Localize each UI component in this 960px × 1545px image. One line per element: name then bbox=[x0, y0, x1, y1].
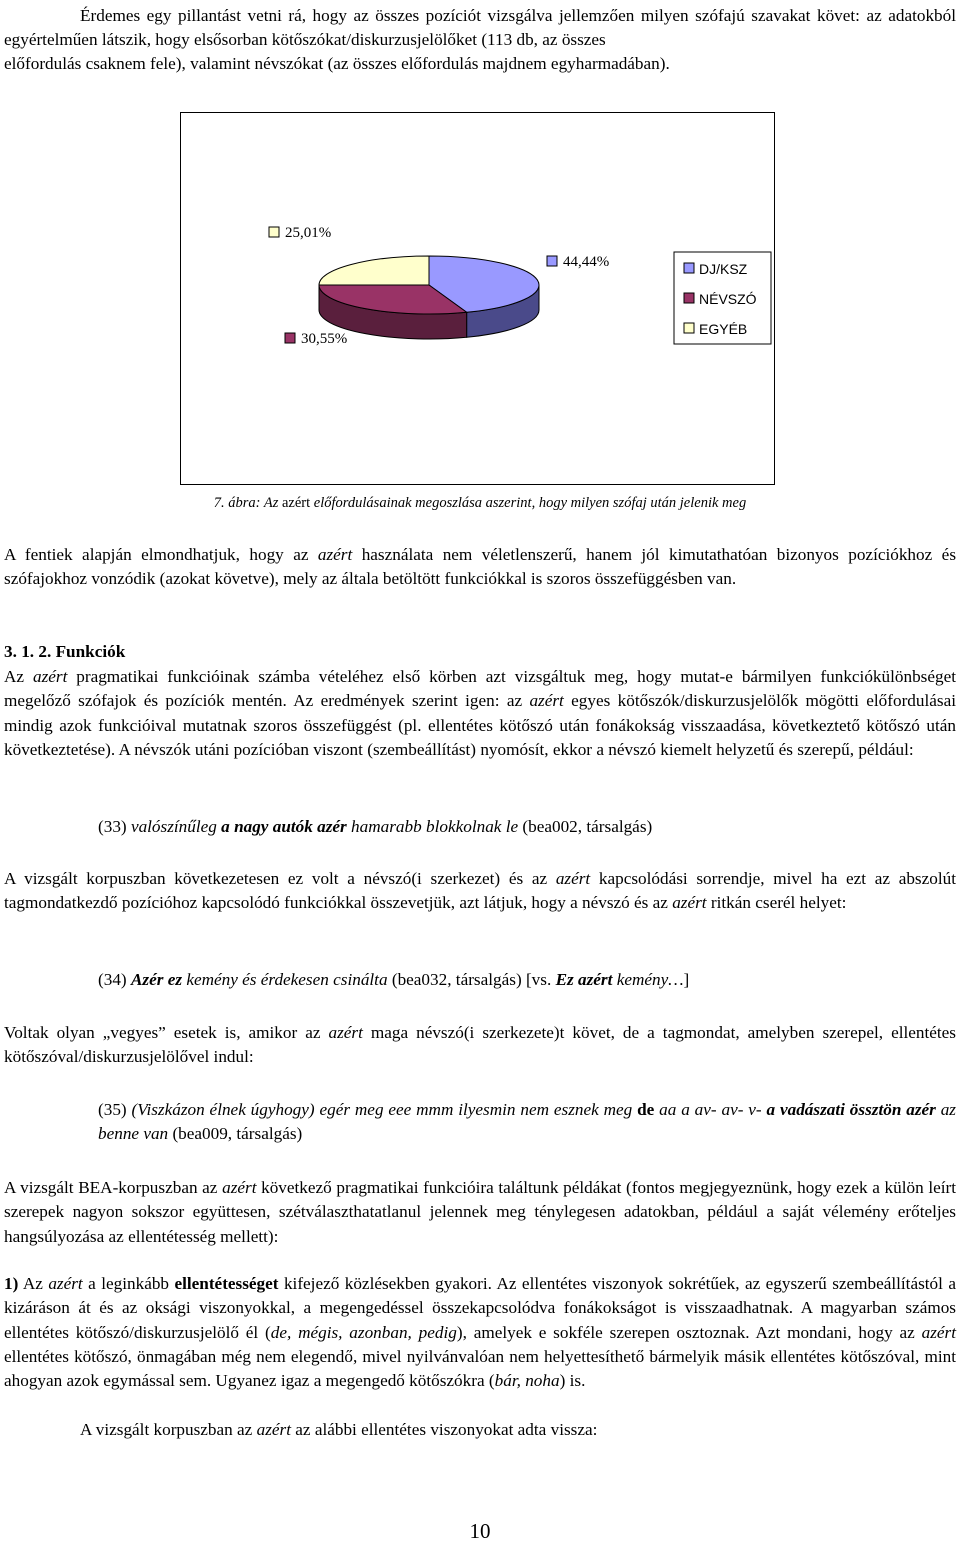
caption-word: azért bbox=[282, 495, 311, 511]
p2-text-2: pragmatikai funkcióinak számba vételéhez első körben azt vizsgáltuk meg, hogy mutat-e bármilyen funkciókülönbséget megelőző szófajok és pozíciók mentén. Az eredmények szerint igen: az bbox=[4, 667, 956, 711]
paragraph-2 bbox=[4, 665, 956, 762]
p6-text-6: ) is. bbox=[559, 1371, 586, 1391]
caption-number: 7. ábra: Az bbox=[213, 495, 282, 511]
p5-text-2: következő pragmatikai funkcióira találtunk példákat (fontos megjegyeznünk, hogy ezek a külön leírt szerepek nagyon sokszor együttesen, szétválaszthatatlanul jelennek meg ténylegesen adatokban, például a saját vélemény erőteljes hangsúlyozása az ellentétesség mellett): bbox=[4, 1178, 956, 1246]
data-label-2: 25,01% bbox=[285, 225, 332, 241]
data-label-1: 30,55% bbox=[301, 331, 348, 347]
ex34-number: (34) bbox=[98, 970, 131, 989]
ex33-italic-2: hamarabb blokkolnak le bbox=[346, 817, 519, 836]
paragraph-6 bbox=[4, 1272, 956, 1393]
ex33-source: (bea002, társalgás) bbox=[518, 817, 653, 836]
data-label-swatch-1 bbox=[285, 333, 295, 343]
data-label-swatch-2 bbox=[269, 227, 279, 237]
p5-text-1: A vizsgált BEA-korpuszban az bbox=[4, 1178, 223, 1197]
example-34 bbox=[98, 968, 956, 992]
legend-label-1: NÉVSZÓ bbox=[699, 291, 757, 307]
ex35-bold-2: a vadászati össztön azér bbox=[766, 1100, 936, 1119]
legend-label-0: DJ/KSZ bbox=[699, 261, 748, 277]
section-number: 3. 1. 2. bbox=[4, 642, 52, 661]
data-label-0: 44,44% bbox=[563, 254, 610, 270]
p4-text-1: Voltak olyan „vegyes” esetek is, amikor az bbox=[4, 1023, 329, 1042]
pie-chart bbox=[180, 112, 775, 485]
p1-italic-1: azért bbox=[317, 545, 353, 564]
p7-text-2: az alábbi ellentétes viszonyokat adta vissza: bbox=[290, 1420, 598, 1439]
caption-rest: előfordulásainak megoszlása aszerint, hogy milyen szófaj után jelenik meg bbox=[310, 495, 747, 511]
example-33 bbox=[98, 815, 956, 839]
p2-italic-1: azért bbox=[32, 667, 68, 686]
p6-text-5: ellentétes kötőszó, önmagában még nem elegendő, mivel nyilvánvalóan nem helyettesíthető bármelyik másik ellentétes kötőszóval, mint ahogyan azok egymással sem. Ugyanez igaz a megengedő kötőszókra ( bbox=[4, 1346, 956, 1391]
paragraph-1 bbox=[4, 543, 956, 592]
p7-text-1: A vizsgált korpuszban az bbox=[80, 1420, 257, 1439]
p6-number: 1) bbox=[4, 1274, 19, 1293]
legend-label-2: EGYÉB bbox=[699, 321, 748, 337]
p4-text-2: maga névszó(i szerkezete)t követ, de a tagmondat, amelyben szerepel, ellentétes kötőszóval/diskurzusjelölővel indul: bbox=[4, 1023, 956, 1067]
ex35-italic-2: aa a av- av- v- bbox=[654, 1100, 767, 1119]
p3-text-3: ritkán cserél helyet: bbox=[706, 893, 847, 913]
legend-swatch-1 bbox=[684, 293, 694, 303]
data-label-swatch-0 bbox=[547, 256, 557, 266]
p3-italic-1: azért bbox=[555, 869, 591, 888]
p6-italic-3: azért bbox=[921, 1322, 956, 1342]
intro-line-1: Érdemes egy pillantást vetni rá, hogy az összes pozíciót vizsgálva jellemzően milyen szófajú szavakat bbox=[80, 6, 811, 25]
p5-italic-1: azért bbox=[222, 1178, 257, 1197]
page-number: 10 bbox=[469, 1519, 491, 1543]
p6-text-3: kifejező közlésekben gyakori. Az ellentétes viszonyok sokrétűek, az egyszerű szembeállítástól a kizáráson át és az oksági viszonyokkal, a megengedéssel összekapcsolódva fonákokságot is visszaadhatnak. A magyarban számos ellentétes kötőszó/diskurzusjelölő él ( bbox=[4, 1274, 957, 1342]
section-title: Funkciók bbox=[55, 642, 126, 661]
p6-text-1: Az bbox=[18, 1274, 49, 1293]
pie-slice-2 bbox=[319, 256, 429, 285]
ex34-italic-1: kemény és érdekesen csinálta bbox=[182, 970, 388, 989]
p4-italic-1: azért bbox=[328, 1023, 363, 1042]
p3-text-2: kapcsolódási sorrendje, mivel ha ezt az abszolút tagmondatkezdő pozícióhoz kapcsolódó funkciókkal összevetjük, azt látjuk, hogy a névszó és az bbox=[4, 869, 956, 913]
ex34-bold-1: Azér ez bbox=[130, 970, 183, 989]
ex35-bold-1: de bbox=[637, 1100, 655, 1119]
ex35-italic-1: (Viszkázon élnek úgyhogy) egér meg eee mmm ilyesmin nem esznek meg bbox=[131, 1100, 638, 1119]
example-35 bbox=[98, 1098, 956, 1147]
legend-swatch-0 bbox=[684, 263, 694, 273]
paragraph-4 bbox=[4, 1021, 956, 1070]
p1-text-2: használata nem véletlenszerű, hanem jól kimutathatóan bizonyos pozíciókhoz és szófajokhoz vonzódik (azokat követve), mely az általa betöltött funkciókkal is szoros összefüggésben van. bbox=[4, 545, 957, 589]
ex34-italic-2: kemény… bbox=[612, 970, 684, 989]
ex35-number: (35) bbox=[98, 1100, 132, 1119]
ex34-source: (bea032, társalgás) [vs. bbox=[387, 970, 556, 989]
intro-paragraph bbox=[4, 4, 956, 53]
p2-italic-2: azért bbox=[529, 691, 564, 711]
p2-text-3: egyes kötőszók/diskurzusjelölők mögötti előfordulásai mindig azok funkcióival mutatnak szoros összefüggést (pl. ellentétes kötőszó után fonákokság visszaadása, következtető kötőszó után következtetése). A névszók utáni pozícióban viszont (szembeállítást) nyomósít, ekkor a névszó kiemelt helyzetű és szerepű, például: bbox=[4, 691, 956, 759]
section-heading bbox=[4, 640, 956, 664]
pie-chart-svg bbox=[181, 113, 776, 486]
ex35-italic-3: az benne van bbox=[98, 1100, 956, 1144]
p6-text-4: ), amelyek e sokféle szerepen osztoznak. Azt mondani, hogy az bbox=[456, 1322, 922, 1342]
p6-italic-4: bár, noha bbox=[494, 1371, 560, 1391]
ex33-italic-1: valószínűleg bbox=[130, 817, 222, 836]
intro-paragraph-end bbox=[4, 52, 956, 76]
p2-text-1: Az bbox=[4, 667, 33, 686]
p6-italic-1: azért bbox=[48, 1274, 83, 1293]
p3-italic-2: azért bbox=[672, 893, 707, 913]
legend-swatch-2 bbox=[684, 323, 694, 333]
intro-line-2: követ: az adatokból egyértelműen látszik, hogy elsősorban kötőszókat/diskurzusjelölőket (113 db, az összes bbox=[4, 6, 957, 50]
ex34-bold-2: Ez azért bbox=[555, 970, 613, 989]
figure-caption bbox=[0, 495, 960, 512]
paragraph-5 bbox=[4, 1176, 956, 1249]
ex35-source: (bea009, társalgás) bbox=[168, 1124, 303, 1144]
ex34-bracket: ] bbox=[683, 970, 690, 989]
p6-italic-2: de, mégis, azonban, pedig bbox=[270, 1322, 457, 1342]
ex33-bold-1: a nagy autók azér bbox=[221, 817, 347, 836]
ex33-number: (33) bbox=[98, 817, 131, 836]
intro-line-3: előfordulás csaknem fele), valamint névszókat (az összes előfordulás majdnem egyharmadában). bbox=[4, 54, 670, 73]
p7-italic-1: azért bbox=[256, 1420, 291, 1439]
paragraph-7 bbox=[4, 1418, 956, 1442]
p1-text-1: A fentiek alapján elmondhatjuk, hogy az bbox=[4, 545, 318, 564]
p3-text-1: A vizsgált korpuszban következetesen ez volt a névszó(i szerkezet) és az bbox=[4, 869, 556, 888]
paragraph-3 bbox=[4, 867, 956, 916]
p6-bold-term: ellentétességet bbox=[174, 1274, 279, 1293]
p6-text-2: a leginkább bbox=[82, 1274, 175, 1293]
